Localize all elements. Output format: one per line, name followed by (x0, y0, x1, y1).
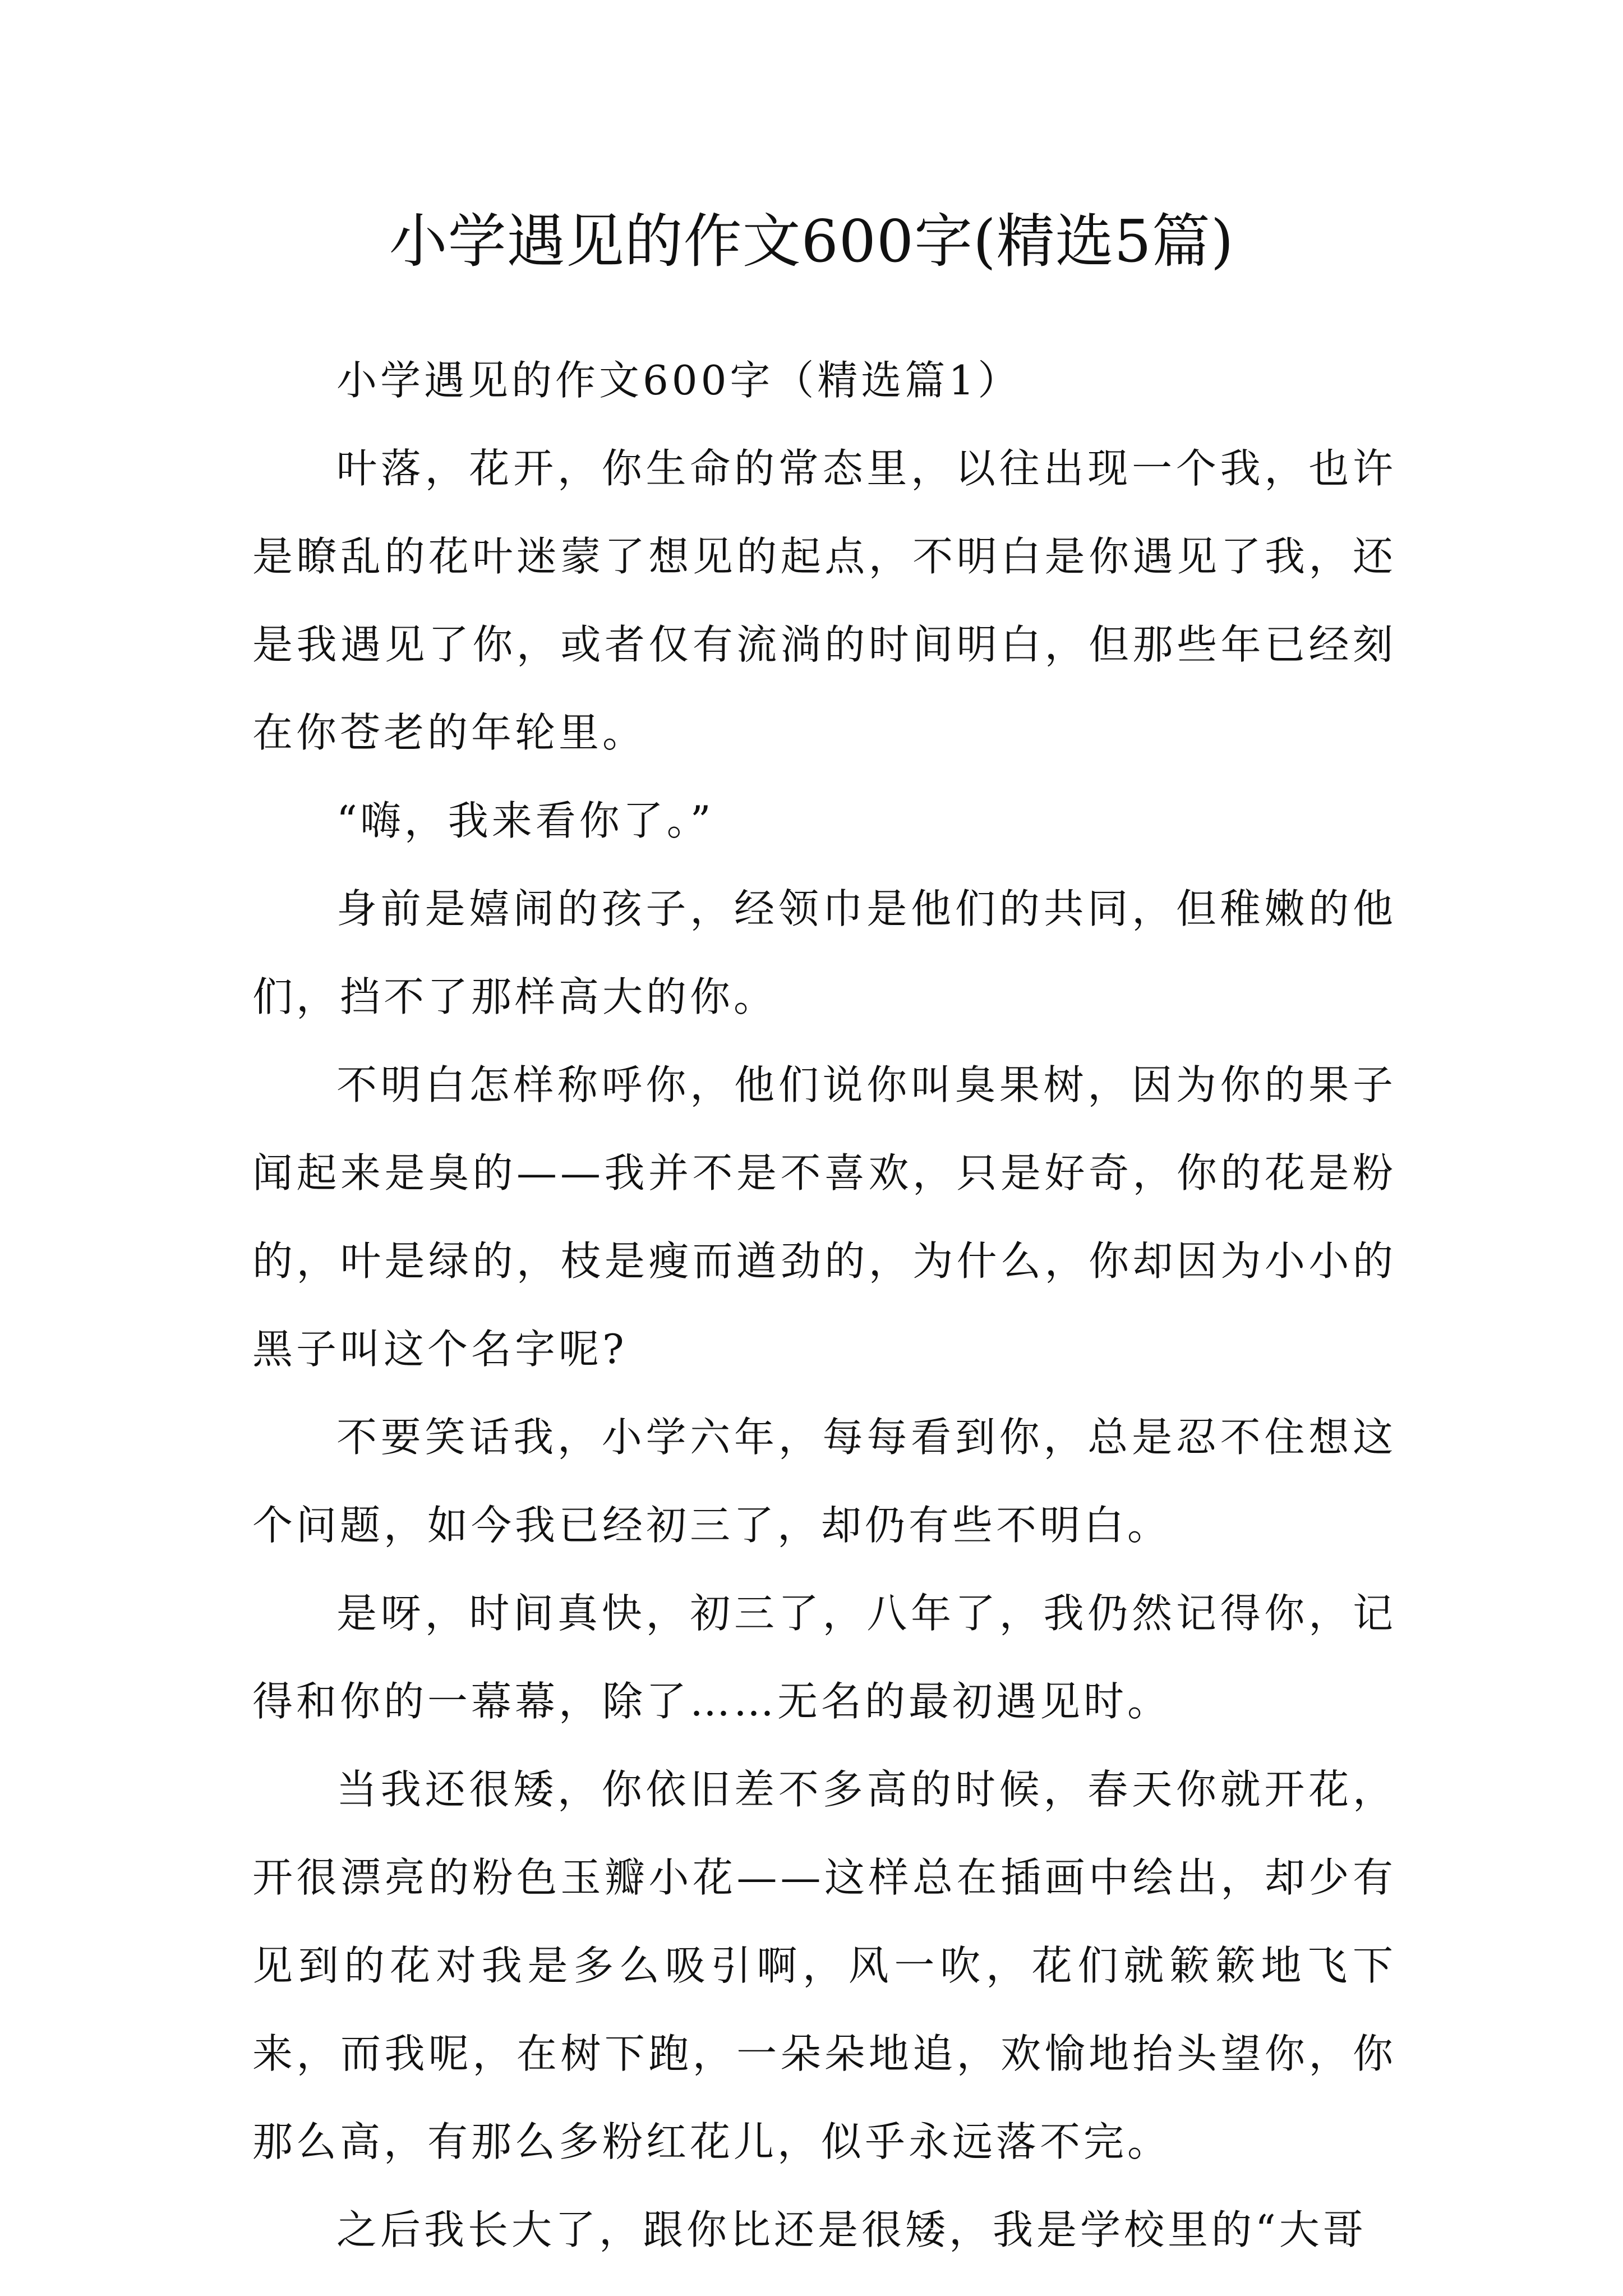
paragraph: “嗨，我来看你了。” (336, 797, 714, 844)
paragraph: 当我还很矮，你依旧差不多高的时候，春天你就开花，开很漂亮的粉色玉瓣小花——这样总在插画中绘出，却少有见到的花对我是多么吸引啊，风一吹，花们就簌簌地飞下来，而我呢，在树下跑，一朵朵地追，欢愉地抬头望你，你那么高，有那么多粉红花儿，似乎永远落不完。 (252, 1766, 1396, 2165)
paragraph: 不明白怎样称呼你，他们说你叫臭果树，因为你的果子闻起来是臭的——我并不是不喜欢，只是好奇，你的花是粉的，叶是绿的，枝是瘦而遒劲的，为什么，你却因为小小的黑子叫这个名字呢? (252, 1061, 1396, 1373)
paragraph: 叶落，花开，你生命的常态里，以往出现一个我，也许是瞭乱的花叶迷蒙了想见的起点，不明白是你遇见了我，还是我遇见了你，或者仅有流淌的时间明白，但那些年已经刻在你苍老的年轮里。 (252, 445, 1396, 756)
paragraph: 身前是嬉闹的孩子，经领巾是他们的共同，但稚嫩的他们，挡不了那样高大的你。 (252, 885, 1396, 1020)
document-body (252, 337, 1396, 2274)
section-heading: 小学遇见的作文600字（精选篇1） (336, 357, 1022, 404)
paragraph: 不要笑话我，小学六年，每每看到你，总是忍不住想这个问题，如今我已经初三了，却仍有些不明白。 (252, 1414, 1396, 1549)
document-title: 小学遇见的作文600字(精选5篇) (389, 207, 1234, 275)
paragraph: 之后我长大了，跟你比还是很矮，我是学校里的“大哥 (336, 2206, 1367, 2253)
paragraph: 是呀，时间真快，初三了，八年了，我仍然记得你，记得和你的一幕幕，除了……无名的最初遇见时。 (252, 1590, 1396, 1725)
